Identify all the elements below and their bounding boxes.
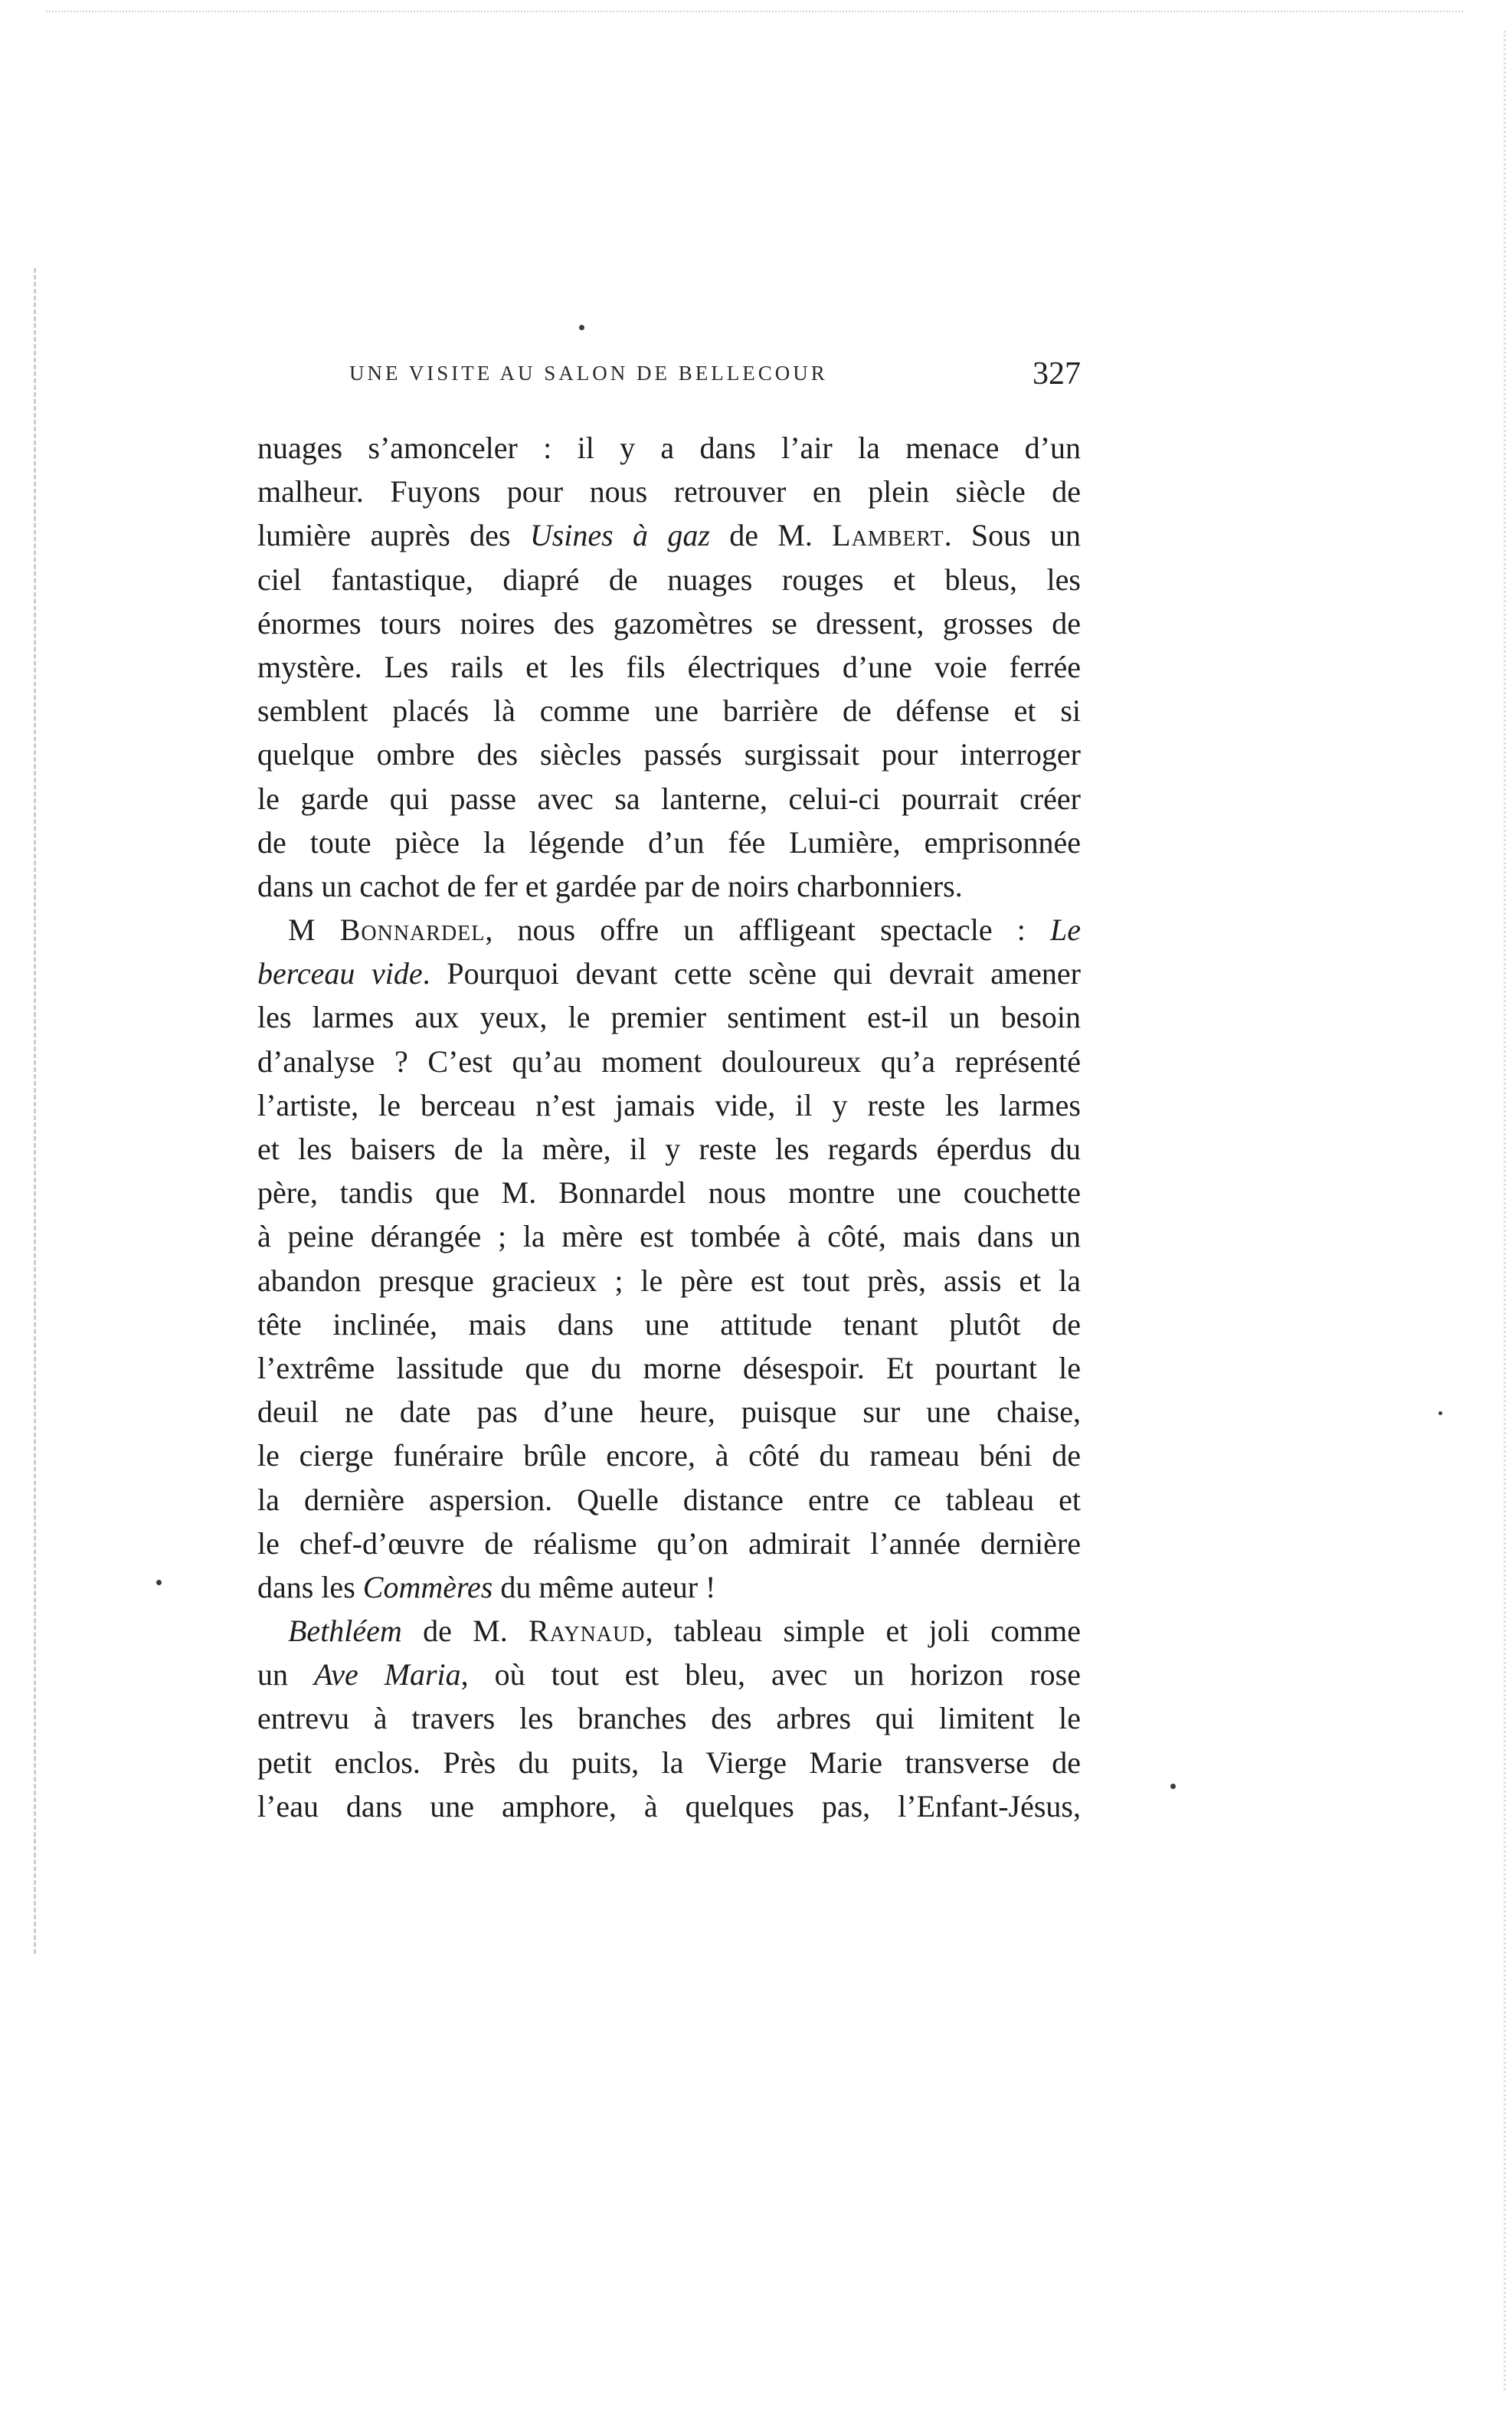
text-line [257, 645, 1081, 689]
text-line [257, 777, 1081, 821]
small-caps-name: Raynaud [529, 1614, 646, 1649]
speck [156, 1580, 162, 1585]
text-line [257, 1083, 1081, 1127]
italic-text: Bethléem [288, 1614, 402, 1649]
text-line [257, 1127, 1081, 1171]
text-segment: malheur. Fuyons pour nous retrouver en plein siècle de [257, 474, 1081, 510]
text-line [257, 513, 1081, 557]
text-segment: semblent placés là comme une barrière de défense et si [257, 693, 1081, 729]
text-line [257, 1390, 1081, 1434]
text-line [257, 908, 1081, 952]
text-segment: à peine dérangée ; la mère est tombée à côté, mais dans un [257, 1219, 1081, 1254]
text-segment: de M. [401, 1614, 529, 1649]
text-segment: lumière auprès des [257, 518, 530, 553]
text-segment: M [288, 913, 340, 948]
italic-text: berceau vide [257, 956, 423, 991]
scan-artifact-left [34, 268, 39, 1954]
text-line [257, 470, 1081, 513]
text-segment: l’artiste, le berceau n’est jamais vide, il y reste les larmes [257, 1087, 1081, 1122]
text-line [257, 1346, 1081, 1390]
text-line [257, 558, 1081, 601]
text-line [257, 1259, 1081, 1302]
speck [1438, 1411, 1442, 1415]
text-segment: énormes tours noires des gazomètres se dressent, grosses de [257, 605, 1081, 641]
text-line [257, 1696, 1081, 1740]
text-segment: le chef-d’œuvre de réalisme qu’on admirait l’année dernière [257, 1525, 1081, 1561]
text-line [257, 952, 1081, 995]
small-caps-name: Bonnardel [339, 913, 486, 948]
text-segment: nuages s’amonceler : il y a dans l’air la menace d’un [257, 431, 1081, 465]
text-segment: l’extrême lassitude que du morne désespoir. Et pourtant le [257, 1350, 1081, 1385]
text-segment: et les baisers de la mère, il y reste les regards éperdus du [257, 1132, 1081, 1166]
text-segment: entrevu à travers les branches des arbres qui limitent le [257, 1701, 1081, 1736]
running-title: UNE VISITE AU SALON DE BELLECOUR [349, 362, 828, 385]
text-segment: dans un cachot de fer et gardée par de noirs charbonniers. [257, 868, 963, 903]
text-segment: l’eau dans une amphore, à quelques pas, l’Enfant-Jésus, [257, 1788, 1081, 1823]
text-segment: les larmes aux yeux, le premier sentiment est-il un besoin [257, 1000, 1081, 1035]
text-segment: quelque ombre des siècles passés surgissait pour interroger [257, 737, 1081, 772]
page-number: 327 [1033, 356, 1081, 392]
text-segment: le garde qui passe avec sa lanterne, celui-ci pourrait créer [257, 781, 1081, 816]
text-line [257, 1609, 1081, 1653]
text-segment: deuil ne date pas d’une heure, puisque sur une chaise, [257, 1394, 1081, 1430]
body-text [257, 426, 1081, 1828]
text-segment: . Sous un [944, 518, 1082, 553]
text-line [257, 1302, 1081, 1346]
speck [1170, 1784, 1176, 1789]
small-caps-name: Lambert [832, 518, 944, 553]
text-line [257, 1040, 1081, 1083]
text-segment: mystère. Les rails et les fils électriques d’une voie ferrée [257, 649, 1081, 684]
page-header [257, 357, 1081, 403]
text-segment: dans les [257, 1569, 363, 1604]
text-segment: tête inclinée, mais dans une attitude tenant plutôt de [257, 1306, 1081, 1342]
text-line [257, 1214, 1081, 1258]
text-line [257, 1565, 1081, 1609]
text-line [257, 995, 1081, 1039]
text-segment: d’analyse ? C’est qu’au moment douloureux qu’a représenté [257, 1044, 1081, 1079]
scan-artifact-right [1473, 31, 1506, 2390]
italic-text: Commères [362, 1569, 493, 1604]
text-line [257, 1784, 1081, 1828]
text-segment: du même auteur ! [493, 1569, 716, 1604]
text-segment: petit enclos. Près du puits, la Vierge Marie transverse de [257, 1745, 1081, 1780]
text-line [257, 426, 1081, 470]
text-line [257, 1741, 1081, 1784]
text-line [257, 1171, 1081, 1214]
text-line [257, 732, 1081, 776]
text-segment: un [257, 1657, 314, 1692]
text-segment: abandon presque gracieux ; le père est tout près, assis et la [257, 1263, 1081, 1298]
text-segment: de M. [709, 518, 833, 553]
text-line [257, 1653, 1081, 1696]
text-line [257, 601, 1081, 645]
text-line [257, 1522, 1081, 1565]
text-segment: de toute pièce la légende d’un fée Lumière, emprisonnée [257, 824, 1081, 860]
italic-text: Ave Maria [313, 1657, 461, 1692]
italic-text: Usines à gaz [529, 518, 710, 553]
speck [579, 325, 584, 330]
text-segment: la dernière aspersion. Quelle distance entre ce tableau et [257, 1482, 1081, 1517]
italic-text: Le [1050, 913, 1081, 948]
text-line [257, 821, 1081, 864]
text-line [257, 1434, 1081, 1477]
text-segment: , tableau simple et joli comme [645, 1614, 1081, 1649]
text-line [257, 864, 1081, 908]
text-segment: père, tandis que M. Bonnardel nous montre une couchette [257, 1175, 1081, 1211]
text-segment: . Pourquoi devant cette scène qui devrait amener [422, 956, 1082, 991]
text-segment: , nous offre un affligeant spectacle : [485, 913, 1050, 948]
text-line [257, 1478, 1081, 1522]
text-segment: ciel fantastique, diapré de nuages rouges et bleus, les [257, 562, 1081, 597]
text-segment: le cierge funéraire brûle encore, à côté du rameau béni de [257, 1438, 1081, 1473]
scan-artifact-top [46, 11, 1463, 17]
text-line [257, 689, 1081, 732]
text-segment: , où tout est bleu, avec un horizon rose [460, 1657, 1082, 1692]
